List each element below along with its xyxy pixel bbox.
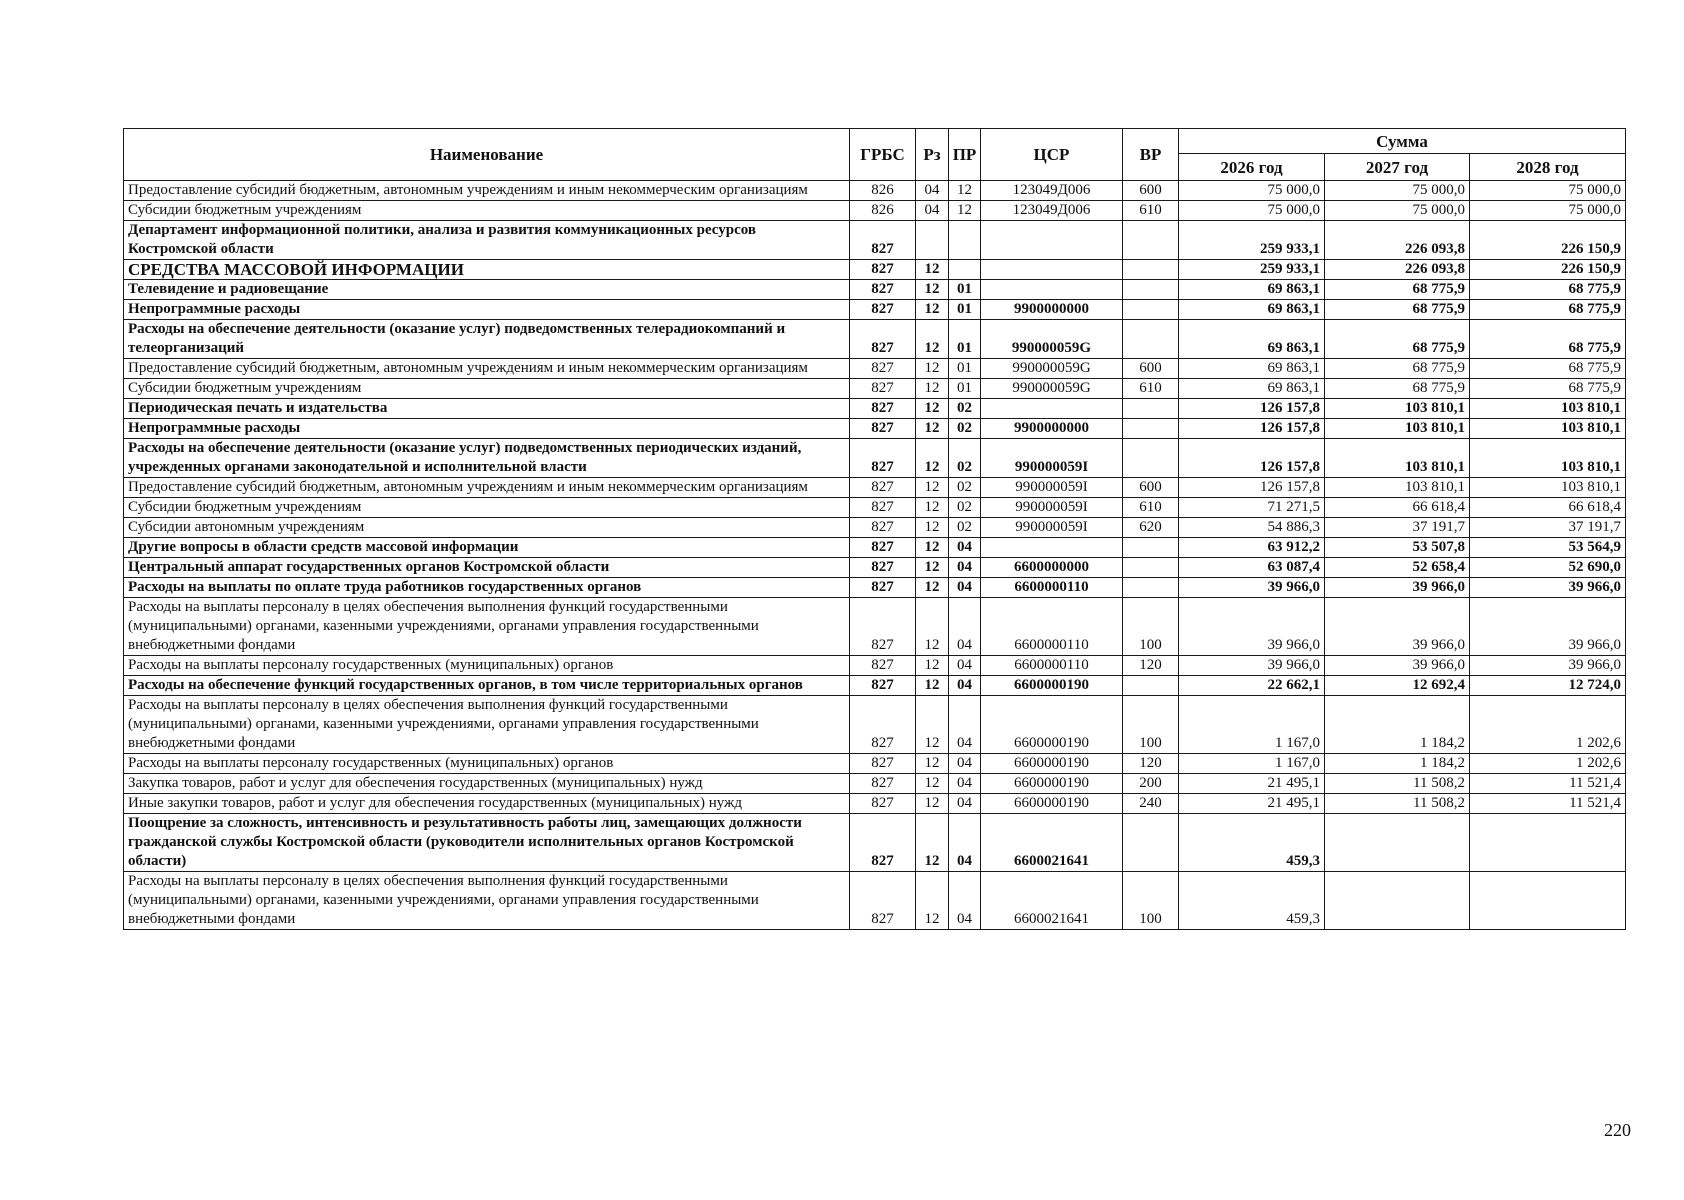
cell-csr [981,399,1123,419]
cell-csr: 6600000190 [981,774,1123,794]
table-row [124,774,1626,794]
cell-rz: 12 [916,774,949,794]
cell-rz: 12 [916,439,949,478]
table-row [124,794,1626,814]
cell-2028: 103 810,1 [1470,399,1626,419]
cell-2028: 11 521,4 [1470,794,1626,814]
cell-2026: 69 863,1 [1179,300,1325,320]
table-row [124,518,1626,538]
cell-2026: 459,3 [1179,872,1325,930]
cell-name: Другие вопросы в области средств массовой информации [124,538,850,558]
cell-vr [1123,300,1179,320]
cell-2026: 69 863,1 [1179,359,1325,379]
table-row [124,598,1626,656]
cell-grbs: 827 [850,359,916,379]
cell-2026: 21 495,1 [1179,774,1325,794]
cell-2027: 68 775,9 [1325,379,1470,399]
cell-grbs: 827 [850,598,916,656]
cell-2026: 71 271,5 [1179,498,1325,518]
cell-rz: 12 [916,320,949,359]
cell-name: Предоставление субсидий бюджетным, автономным учреждениям и иным некоммерческим организациям [124,478,850,498]
cell-2028: 68 775,9 [1470,359,1626,379]
cell-2028: 52 690,0 [1470,558,1626,578]
cell-2028: 37 191,7 [1470,518,1626,538]
cell-rz: 12 [916,518,949,538]
table-row [124,419,1626,439]
cell-csr: 6600000190 [981,794,1123,814]
cell-vr: 120 [1123,656,1179,676]
cell-vr [1123,280,1179,300]
cell-2028 [1470,872,1626,930]
cell-rz: 12 [916,676,949,696]
header-pr: ПР [949,129,981,181]
cell-name: СРЕДСТВА МАССОВОЙ ИНФОРМАЦИИ [124,260,850,280]
table-row [124,221,1626,260]
cell-vr: 240 [1123,794,1179,814]
cell-2027: 226 093,8 [1325,260,1470,280]
cell-pr: 04 [949,656,981,676]
cell-pr [949,221,981,260]
table-row [124,359,1626,379]
header-vr: ВР [1123,129,1179,181]
cell-csr: 6600021641 [981,872,1123,930]
table-body [124,181,1626,930]
cell-2028: 68 775,9 [1470,300,1626,320]
cell-2027: 12 692,4 [1325,676,1470,696]
cell-2028: 226 150,9 [1470,221,1626,260]
cell-grbs: 827 [850,379,916,399]
cell-name: Расходы на обеспечение деятельности (оказание услуг) подведомственных периодических изданий, учрежденных органами законодательной и исполнительной власти [124,439,850,478]
cell-name: Предоставление субсидий бюджетным, автономным учреждениям и иным некоммерческим организациям [124,181,850,201]
cell-2028: 1 202,6 [1470,754,1626,774]
cell-grbs: 827 [850,794,916,814]
cell-2027: 66 618,4 [1325,498,1470,518]
cell-grbs: 827 [850,498,916,518]
cell-2026: 63 912,2 [1179,538,1325,558]
cell-csr: 9900000000 [981,419,1123,439]
cell-pr: 04 [949,558,981,578]
table-row [124,814,1626,872]
cell-2027: 1 184,2 [1325,754,1470,774]
cell-rz: 04 [916,181,949,201]
table-row [124,558,1626,578]
cell-2027: 103 810,1 [1325,399,1470,419]
cell-2026: 21 495,1 [1179,794,1325,814]
cell-csr: 990000059G [981,320,1123,359]
cell-rz: 12 [916,498,949,518]
cell-2027: 11 508,2 [1325,774,1470,794]
cell-grbs: 827 [850,419,916,439]
cell-pr: 04 [949,814,981,872]
cell-pr: 01 [949,359,981,379]
cell-csr: 990000059G [981,379,1123,399]
cell-rz: 12 [916,656,949,676]
cell-name: Расходы на выплаты персоналу в целях обеспечения выполнения функций государственными (муниципальными) органами, казенными учреждениями, органами управления государственными внебюджетными фондами [124,696,850,754]
cell-name: Расходы на обеспечение функций государственных органов, в том числе территориальных органов [124,676,850,696]
cell-2026: 63 087,4 [1179,558,1325,578]
page-number: 220 [1604,1120,1631,1140]
cell-rz: 12 [916,598,949,656]
header-year-2028: 2028 год [1470,154,1626,181]
table-row [124,754,1626,774]
header-rz: Рз [916,129,949,181]
cell-2027: 39 966,0 [1325,578,1470,598]
cell-pr [949,260,981,280]
cell-2028: 39 966,0 [1470,598,1626,656]
cell-2027: 103 810,1 [1325,439,1470,478]
cell-vr: 600 [1123,478,1179,498]
cell-name: Закупка товаров, работ и услуг для обеспечения государственных (муниципальных) нужд [124,774,850,794]
cell-rz: 12 [916,696,949,754]
cell-rz: 12 [916,379,949,399]
cell-pr: 04 [949,754,981,774]
cell-csr: 123049Д006 [981,181,1123,201]
cell-csr: 123049Д006 [981,201,1123,221]
table-row [124,320,1626,359]
cell-rz: 12 [916,260,949,280]
cell-vr [1123,578,1179,598]
cell-2028: 12 724,0 [1470,676,1626,696]
cell-name: Расходы на выплаты персоналу государственных (муниципальных) органов [124,754,850,774]
cell-2026: 126 157,8 [1179,419,1325,439]
cell-vr: 610 [1123,498,1179,518]
cell-2028: 68 775,9 [1470,280,1626,300]
cell-2026: 69 863,1 [1179,320,1325,359]
cell-rz: 04 [916,201,949,221]
cell-grbs: 827 [850,696,916,754]
cell-vr [1123,439,1179,478]
cell-grbs: 827 [850,518,916,538]
cell-2027: 11 508,2 [1325,794,1470,814]
cell-2027: 52 658,4 [1325,558,1470,578]
cell-2028: 39 966,0 [1470,656,1626,676]
table-row [124,280,1626,300]
cell-name: Субсидии автономным учреждениям [124,518,850,538]
cell-pr: 02 [949,478,981,498]
cell-vr: 100 [1123,598,1179,656]
cell-2026: 22 662,1 [1179,676,1325,696]
cell-name: Расходы на выплаты по оплате труда работников государственных органов [124,578,850,598]
cell-2027: 37 191,7 [1325,518,1470,538]
cell-name: Поощрение за сложность, интенсивность и результативность работы лиц, замещающих должности гражданской службы Костромской области (руководители исполнительных органов Костромской области) [124,814,850,872]
cell-2026: 126 157,8 [1179,399,1325,419]
cell-2026: 54 886,3 [1179,518,1325,538]
cell-2027: 68 775,9 [1325,300,1470,320]
cell-vr: 100 [1123,696,1179,754]
cell-2027: 226 093,8 [1325,221,1470,260]
cell-pr: 01 [949,320,981,359]
table-row [124,696,1626,754]
cell-grbs: 826 [850,181,916,201]
cell-2026: 75 000,0 [1179,181,1325,201]
cell-pr: 04 [949,696,981,754]
cell-grbs: 827 [850,578,916,598]
cell-pr: 04 [949,794,981,814]
cell-pr: 02 [949,399,981,419]
cell-2028: 53 564,9 [1470,538,1626,558]
cell-2027: 75 000,0 [1325,181,1470,201]
cell-2026: 69 863,1 [1179,379,1325,399]
cell-2028: 75 000,0 [1470,201,1626,221]
cell-rz [916,221,949,260]
cell-grbs: 827 [850,300,916,320]
cell-grbs: 827 [850,754,916,774]
cell-2027 [1325,872,1470,930]
cell-rz: 12 [916,872,949,930]
cell-csr: 6600000110 [981,656,1123,676]
table-row [124,578,1626,598]
cell-2026: 39 966,0 [1179,598,1325,656]
cell-rz: 12 [916,478,949,498]
cell-2027: 1 184,2 [1325,696,1470,754]
table-row [124,439,1626,478]
cell-pr: 04 [949,538,981,558]
cell-grbs: 827 [850,221,916,260]
cell-csr: 6600000110 [981,578,1123,598]
cell-2026: 259 933,1 [1179,260,1325,280]
cell-pr: 02 [949,419,981,439]
cell-rz: 12 [916,399,949,419]
cell-pr: 04 [949,774,981,794]
cell-grbs: 827 [850,260,916,280]
cell-name: Центральный аппарат государственных органов Костромской области [124,558,850,578]
cell-vr [1123,558,1179,578]
header-year-2027: 2027 год [1325,154,1470,181]
cell-csr: 6600000190 [981,696,1123,754]
cell-vr: 200 [1123,774,1179,794]
cell-name: Субсидии бюджетным учреждениям [124,379,850,399]
cell-csr: 990000059I [981,518,1123,538]
cell-pr: 01 [949,300,981,320]
cell-vr: 610 [1123,201,1179,221]
cell-2027: 103 810,1 [1325,419,1470,439]
cell-grbs: 827 [850,280,916,300]
cell-rz: 12 [916,558,949,578]
cell-2026: 459,3 [1179,814,1325,872]
cell-name: Субсидии бюджетным учреждениям [124,498,850,518]
cell-pr: 02 [949,498,981,518]
cell-csr: 9900000000 [981,300,1123,320]
cell-2027: 75 000,0 [1325,201,1470,221]
cell-2028: 68 775,9 [1470,320,1626,359]
cell-2026: 1 167,0 [1179,696,1325,754]
cell-2026: 126 157,8 [1179,439,1325,478]
cell-pr: 02 [949,439,981,478]
cell-pr: 04 [949,872,981,930]
cell-2028: 75 000,0 [1470,181,1626,201]
cell-2026: 39 966,0 [1179,578,1325,598]
header-name: Наименование [124,129,850,181]
table-row [124,656,1626,676]
table-row [124,300,1626,320]
cell-vr [1123,399,1179,419]
cell-grbs: 827 [850,399,916,419]
cell-csr: 990000059G [981,359,1123,379]
cell-rz: 12 [916,578,949,598]
cell-rz: 12 [916,814,949,872]
cell-2027: 68 775,9 [1325,359,1470,379]
cell-grbs: 827 [850,872,916,930]
cell-vr [1123,419,1179,439]
header-sum: Сумма [1179,129,1626,154]
cell-2028: 103 810,1 [1470,439,1626,478]
cell-2027: 68 775,9 [1325,320,1470,359]
cell-grbs: 827 [850,814,916,872]
cell-vr: 620 [1123,518,1179,538]
cell-csr: 6600000190 [981,754,1123,774]
table-row [124,478,1626,498]
cell-vr [1123,814,1179,872]
table-row [124,181,1626,201]
cell-csr: 6600000110 [981,598,1123,656]
cell-2028: 11 521,4 [1470,774,1626,794]
header-csr: ЦСР [981,129,1123,181]
cell-pr: 04 [949,578,981,598]
table-row [124,498,1626,518]
table-row [124,538,1626,558]
cell-rz: 12 [916,538,949,558]
cell-csr: 6600000000 [981,558,1123,578]
header-year-2026: 2026 год [1179,154,1325,181]
budget-table-container [123,128,1626,930]
table-row [124,201,1626,221]
cell-vr [1123,538,1179,558]
cell-rz: 12 [916,280,949,300]
cell-csr: 990000059I [981,478,1123,498]
cell-2028: 66 618,4 [1470,498,1626,518]
cell-vr: 600 [1123,359,1179,379]
cell-2026: 69 863,1 [1179,280,1325,300]
cell-pr: 12 [949,181,981,201]
cell-vr [1123,260,1179,280]
cell-2027: 68 775,9 [1325,280,1470,300]
cell-vr [1123,221,1179,260]
cell-csr: 6600021641 [981,814,1123,872]
cell-grbs: 827 [850,439,916,478]
cell-rz: 12 [916,359,949,379]
cell-name: Расходы на обеспечение деятельности (оказание услуг) подведомственных телерадиокомпаний и телеорганизаций [124,320,850,359]
cell-csr [981,221,1123,260]
cell-name: Департамент информационной политики, анализа и развития коммуникационных ресурсов Костромской области [124,221,850,260]
budget-table [123,128,1626,930]
cell-name: Субсидии бюджетным учреждениям [124,201,850,221]
cell-csr [981,260,1123,280]
cell-2028: 103 810,1 [1470,478,1626,498]
cell-2026: 259 933,1 [1179,221,1325,260]
table-row [124,260,1626,280]
cell-pr: 12 [949,201,981,221]
cell-pr: 04 [949,598,981,656]
cell-csr: 990000059I [981,439,1123,478]
cell-grbs: 827 [850,656,916,676]
cell-grbs: 827 [850,320,916,359]
cell-2027 [1325,814,1470,872]
cell-2028: 103 810,1 [1470,419,1626,439]
cell-2028: 1 202,6 [1470,696,1626,754]
cell-2026: 1 167,0 [1179,754,1325,774]
cell-grbs: 827 [850,774,916,794]
table-row [124,379,1626,399]
cell-pr: 01 [949,379,981,399]
cell-2028 [1470,814,1626,872]
cell-2027: 39 966,0 [1325,656,1470,676]
cell-grbs: 827 [850,676,916,696]
cell-name: Предоставление субсидий бюджетным, автономным учреждениям и иным некоммерческим организациям [124,359,850,379]
cell-2027: 39 966,0 [1325,598,1470,656]
cell-rz: 12 [916,300,949,320]
cell-pr: 01 [949,280,981,300]
cell-pr: 02 [949,518,981,538]
cell-rz: 12 [916,794,949,814]
cell-name: Непрограммные расходы [124,419,850,439]
cell-vr: 600 [1123,181,1179,201]
cell-name: Непрограммные расходы [124,300,850,320]
cell-vr [1123,676,1179,696]
cell-vr: 100 [1123,872,1179,930]
cell-name: Периодическая печать и издательства [124,399,850,419]
cell-2028: 68 775,9 [1470,379,1626,399]
cell-csr [981,280,1123,300]
cell-name: Расходы на выплаты персоналу в целях обеспечения выполнения функций государственными (муниципальными) органами, казенными учреждениями, органами управления государственными внебюджетными фондами [124,872,850,930]
cell-rz: 12 [916,419,949,439]
table-row [124,676,1626,696]
cell-csr: 990000059I [981,498,1123,518]
cell-2026: 39 966,0 [1179,656,1325,676]
cell-csr [981,538,1123,558]
cell-name: Расходы на выплаты персоналу государственных (муниципальных) органов [124,656,850,676]
header-grbs: ГРБС [850,129,916,181]
cell-2026: 126 157,8 [1179,478,1325,498]
table-row [124,872,1626,930]
cell-name: Телевидение и радиовещание [124,280,850,300]
cell-vr: 610 [1123,379,1179,399]
cell-grbs: 827 [850,558,916,578]
cell-pr: 04 [949,676,981,696]
cell-csr: 6600000190 [981,676,1123,696]
cell-name: Расходы на выплаты персоналу в целях обеспечения выполнения функций государственными (муниципальными) органами, казенными учреждениями, органами управления государственными внебюджетными фондами [124,598,850,656]
table-row [124,399,1626,419]
cell-grbs: 826 [850,201,916,221]
cell-2027: 53 507,8 [1325,538,1470,558]
cell-vr [1123,320,1179,359]
cell-vr: 120 [1123,754,1179,774]
cell-rz: 12 [916,754,949,774]
cell-2027: 103 810,1 [1325,478,1470,498]
cell-grbs: 827 [850,538,916,558]
cell-grbs: 827 [850,478,916,498]
cell-2026: 75 000,0 [1179,201,1325,221]
cell-2028: 226 150,9 [1470,260,1626,280]
cell-2028: 39 966,0 [1470,578,1626,598]
cell-name: Иные закупки товаров, работ и услуг для обеспечения государственных (муниципальных) нужд [124,794,850,814]
